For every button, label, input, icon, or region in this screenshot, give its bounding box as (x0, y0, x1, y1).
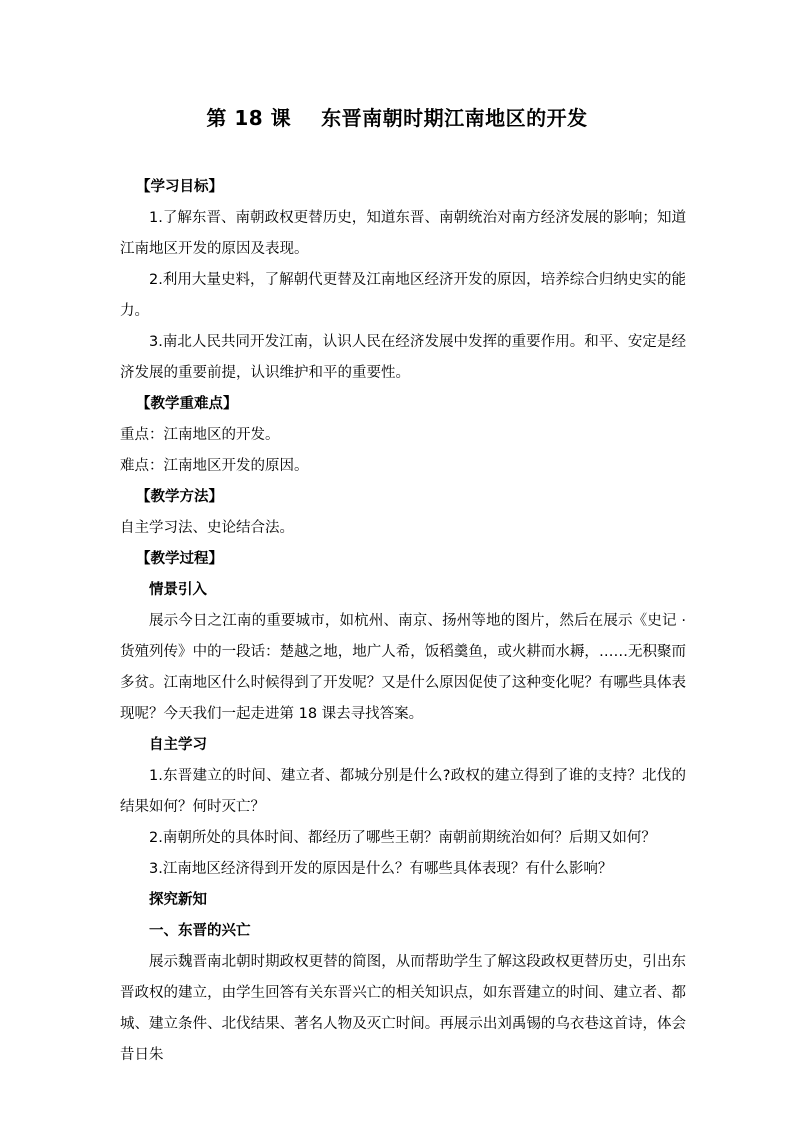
methods-text: 自主学习法、史论结合法。 (120, 520, 294, 536)
difficult-point: 难点：江南地区开发的原因。 (120, 458, 309, 474)
methods-heading: 【教学方法】 (136, 489, 223, 505)
key-points-heading: 【教学重难点】 (136, 396, 238, 412)
key-point: 重点：江南地区的开发。 (120, 427, 280, 443)
lesson-title: 东晋南朝时期江南地区的开发 (321, 106, 588, 130)
explore-heading: 探究新知 (149, 892, 207, 908)
objective-item: 1.了解东晋、南朝政权更替历史，知道东晋、南朝统治对南方经济发展的影响；知道江南地区开发的原因及表现。 (120, 210, 686, 257)
self-study-item: 1.东晋建立的时间、建立者、都城分别是什么?政权的建立得到了谁的支持？北伐的结果如何？何时灭亡？ (120, 768, 686, 815)
self-study-item: 2.南朝所处的具体时间、都经历了哪些王朝？南朝前期统治如何？后期又如何？ (149, 830, 656, 846)
objective-item: 3.南北人民共同开发江南，认识人民在经济发展中发挥的重要作用。和平、安定是经济发展的重要前提，认识维护和平的重要性。 (120, 334, 686, 381)
self-study-item: 3.江南地区经济得到开发的原因是什么？有哪些具体表现？有什么影响？ (149, 861, 613, 877)
part1-heading: 一、东晋的兴亡 (149, 923, 251, 939)
self-study-heading: 自主学习 (149, 737, 207, 753)
part1-text: 展示魏晋南北朝时期政权更替的简图，从而帮助学生了解这段政权更替历史，引出东晋政权的建立，由学生回答有关东晋兴亡的相关知识点，如东晋建立的时间、建立者、都城、建立条件、北伐结果、著名人物及灭亡时间。再展示出刘禹锡的乌衣巷这首诗，体会昔日朱 (120, 954, 686, 1063)
intro-text: 展示今日之江南的重要城市，如杭州、南京、扬州等地的图片，然后在展示《史记 · 货殖列传》中的一段话：楚越之地，地广人希，饭稻羹鱼，或火耕而水耨，……无积聚而多贫。江南地区什么时候得到了开发呢？又是什么原因促使了这种变化呢？有哪些具体表现呢？今天我们一起走进第 18 课去寻找答案。 (120, 613, 686, 722)
process-heading: 【教学过程】 (136, 551, 223, 567)
intro-heading: 情景引入 (149, 582, 207, 598)
document-body (120, 172, 686, 1071)
objective-item: 2.利用大量史料，了解朝代更替及江南地区经济开发的原因，培养综合归纳史实的能力。 (120, 272, 686, 319)
lesson-number: 第 18 课 (206, 106, 292, 130)
objectives-heading: 【学习目标】 (136, 179, 223, 195)
page-title (0, 104, 794, 132)
